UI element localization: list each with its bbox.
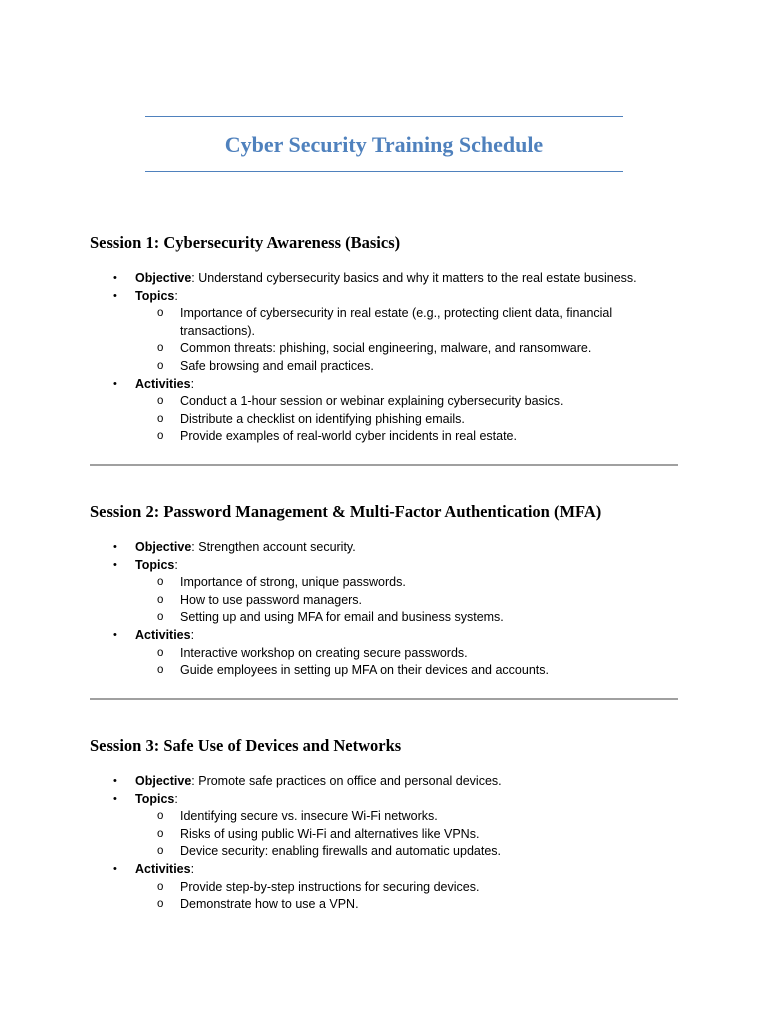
- title-block: [145, 116, 623, 172]
- sub-bullet-icon: o: [157, 342, 164, 355]
- session-list: [90, 539, 678, 680]
- sub-bullet-icon: o: [157, 307, 164, 320]
- sub-bullet-icon: o: [157, 827, 164, 840]
- activities-item: [90, 376, 678, 446]
- objective-label: Objective: [135, 271, 192, 285]
- list-item: [135, 428, 678, 446]
- activity-text: Guide employees in setting up MFA on their devices and accounts.: [180, 663, 549, 678]
- sub-bullet-icon: o: [157, 593, 164, 606]
- list-item: [135, 574, 678, 592]
- list-item: [135, 662, 678, 680]
- list-item: [135, 843, 678, 861]
- activity-text: Provide examples of real-world cyber incidents in real estate.: [180, 429, 517, 444]
- topics-label: Topics: [135, 791, 175, 806]
- sub-bullet-icon: o: [157, 664, 164, 677]
- sub-bullet-icon: o: [157, 430, 164, 443]
- sub-bullet-icon: o: [157, 898, 164, 911]
- topic-text: Identifying secure vs. insecure Wi-Fi networks.: [180, 809, 438, 824]
- list-item: [135, 896, 678, 914]
- topic-text: Setting up and using MFA for email and business systems.: [180, 610, 504, 625]
- bullet-icon: •: [113, 558, 117, 571]
- topics-item: [90, 791, 678, 861]
- topics-list: [135, 808, 678, 861]
- bullet-icon: •: [113, 775, 117, 787]
- activities-list: [135, 879, 678, 914]
- bullet-icon: •: [113, 862, 117, 875]
- topic-text: Safe browsing and email practices.: [180, 358, 374, 373]
- title-bottom-rule: [145, 171, 623, 172]
- session-list: [90, 773, 678, 914]
- bullet-icon: •: [113, 628, 117, 641]
- objective-item: [90, 539, 678, 557]
- section-divider: [90, 464, 678, 466]
- topic-text: How to use password managers.: [180, 592, 363, 607]
- list-item: [135, 305, 678, 340]
- session-1: [90, 233, 678, 446]
- activity-text: Conduct a 1-hour session or webinar explaining cybersecurity basics.: [180, 394, 564, 409]
- topics-list: [135, 305, 678, 375]
- topics-item: [90, 288, 678, 376]
- session-heading: Session 2: Password Management & Multi-Factor Authentication (MFA): [90, 502, 602, 521]
- objective-text: : Understand cybersecurity basics and why it matters to the real estate business.: [191, 271, 637, 285]
- topics-label: Topics: [135, 557, 175, 572]
- label-colon: :: [190, 627, 195, 642]
- topic-text: Device security: enabling firewalls and automatic updates.: [180, 844, 502, 859]
- session-list: [90, 270, 678, 446]
- sub-bullet-icon: o: [157, 611, 164, 624]
- label-colon: :: [174, 791, 178, 806]
- bullet-icon: •: [113, 792, 117, 805]
- activities-item: [90, 861, 678, 914]
- label-colon: :: [174, 288, 178, 303]
- sub-bullet-icon: o: [157, 395, 164, 408]
- activity-text: Interactive workshop on creating secure passwords.: [180, 645, 468, 660]
- list-item: [135, 826, 678, 844]
- topic-text: Common threats: phishing, social engineering, malware, and ransomware.: [180, 341, 592, 356]
- session-heading: Session 3: Safe Use of Devices and Networks: [90, 736, 402, 755]
- activities-label: Activities: [135, 627, 191, 642]
- list-item: [135, 592, 678, 610]
- topics-list: [135, 574, 678, 627]
- list-item: [135, 340, 678, 358]
- list-item: [135, 808, 678, 826]
- label-colon: :: [174, 557, 178, 572]
- session-3: [90, 736, 678, 914]
- section-divider: [90, 698, 678, 700]
- sub-bullet-icon: o: [157, 412, 164, 425]
- sub-bullet-icon: o: [157, 845, 164, 858]
- objective-item: [90, 270, 678, 288]
- objective-text: : Strengthen account security.: [191, 540, 356, 554]
- topic-text: Importance of strong, unique passwords.: [180, 575, 406, 590]
- sub-bullet-icon: o: [157, 359, 164, 372]
- activity-text: Provide step-by-step instructions for securing devices.: [180, 879, 480, 894]
- sub-bullet-icon: o: [157, 880, 164, 893]
- list-item: [135, 879, 678, 897]
- bullet-icon: •: [113, 272, 117, 284]
- list-item: [135, 393, 678, 411]
- activities-item: [90, 627, 678, 680]
- bullet-icon: •: [113, 377, 117, 390]
- session-heading: Session 1: Cybersecurity Awareness (Basics): [90, 233, 401, 252]
- bullet-icon: •: [113, 289, 117, 302]
- label-colon: :: [190, 376, 195, 391]
- objective-label: Objective: [135, 774, 192, 788]
- objective-label: Objective: [135, 540, 192, 554]
- activities-label: Activities: [135, 861, 191, 876]
- label-colon: :: [190, 861, 195, 876]
- sub-bullet-icon: o: [157, 646, 164, 659]
- activity-text: Distribute a checklist on identifying phishing emails.: [180, 411, 465, 426]
- list-item: [135, 358, 678, 376]
- activities-list: [135, 645, 678, 680]
- objective-item: [90, 773, 678, 791]
- objective-text: : Promote safe practices on office and personal devices.: [191, 774, 502, 788]
- topic-text: Risks of using public Wi-Fi and alternatives like VPNs.: [180, 826, 480, 841]
- session-2: [90, 502, 678, 680]
- list-item: [135, 411, 678, 429]
- activity-text: Demonstrate how to use a VPN.: [180, 897, 359, 912]
- sub-bullet-icon: o: [157, 576, 164, 589]
- topics-item: [90, 557, 678, 627]
- topic-text: Importance of cybersecurity in real estate (e.g., protecting client data, financial transactions).: [180, 306, 613, 338]
- document-title: Cyber Security Training Schedule: [224, 132, 544, 157]
- bullet-icon: •: [113, 541, 117, 553]
- sub-bullet-icon: o: [157, 810, 164, 823]
- list-item: [135, 645, 678, 663]
- list-item: [135, 609, 678, 627]
- activities-label: Activities: [135, 376, 191, 391]
- topics-label: Topics: [135, 288, 175, 303]
- activities-list: [135, 393, 678, 446]
